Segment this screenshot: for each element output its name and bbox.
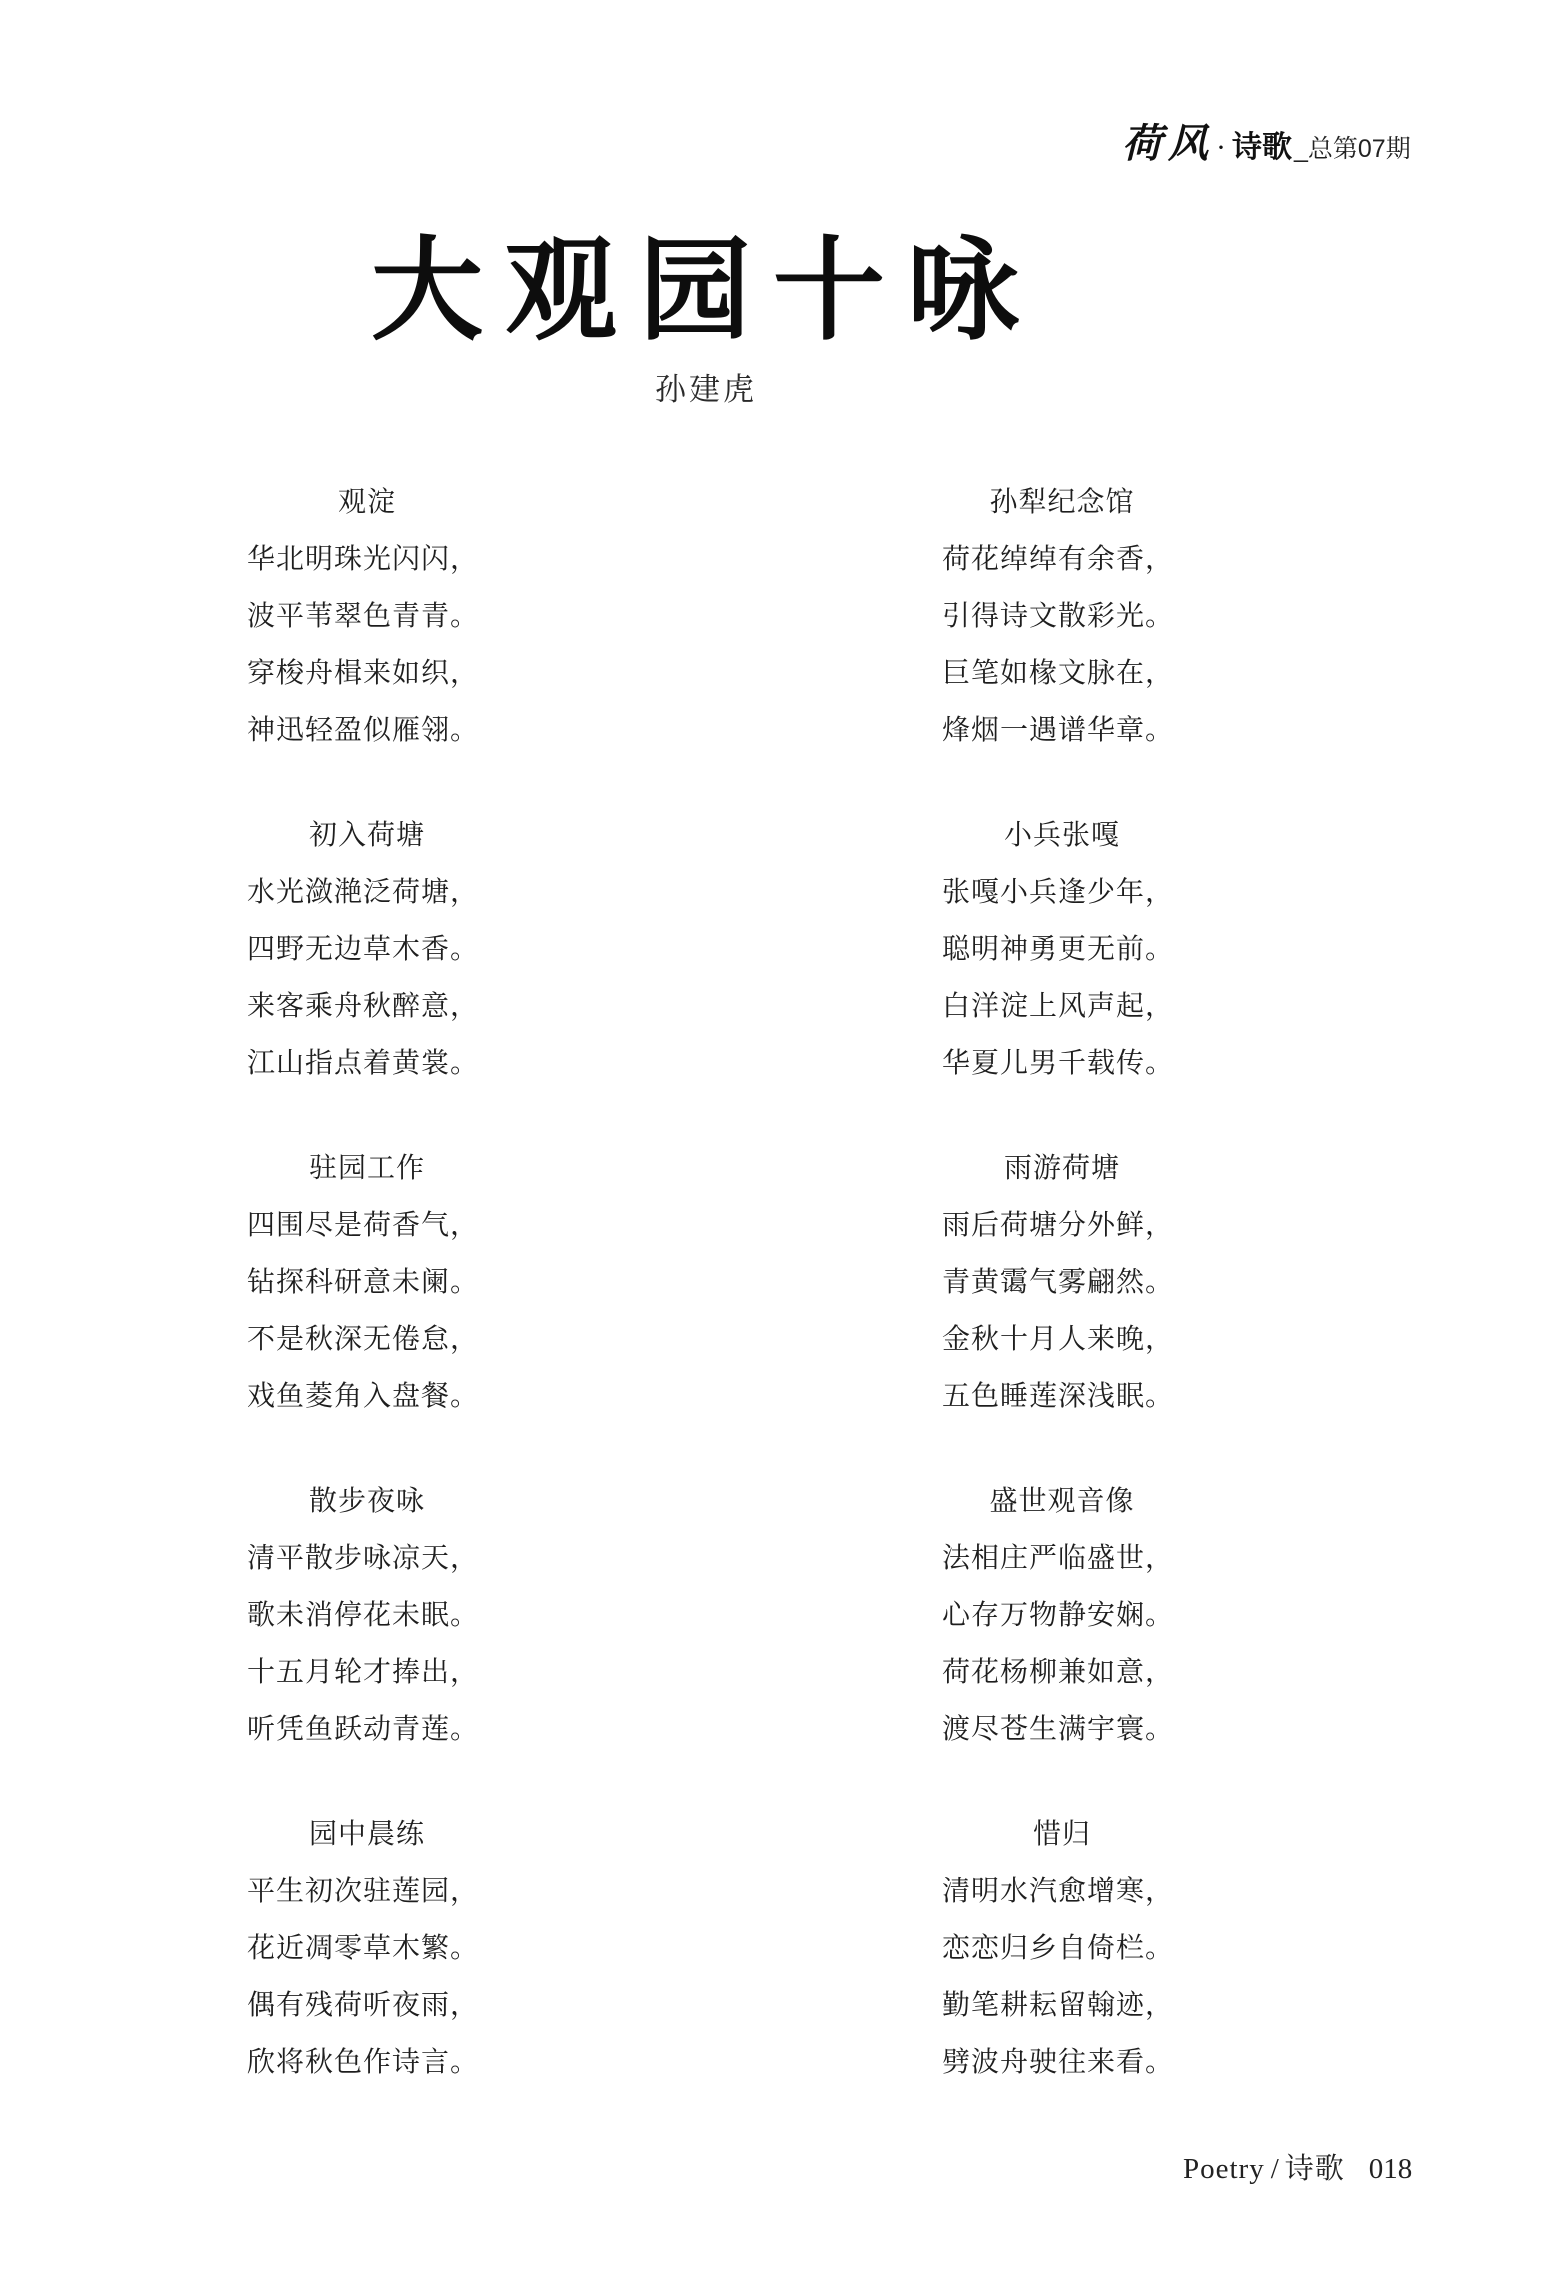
issue-number: _总第07期 — [1294, 135, 1411, 163]
poem-line: 清明水汽愈增寒， — [942, 1876, 1175, 1907]
poem-line: 张嘎小兵逢少年， — [942, 877, 1175, 908]
poem-line: 波平苇翠色青青。 — [247, 601, 480, 632]
poem-line: 水光潋滟泛荷塘， — [247, 877, 480, 908]
poem-line: 不是秋深无倦怠， — [247, 1324, 480, 1355]
poem-line: 青黄霭气雾翩然。 — [942, 1267, 1175, 1298]
poem-line: 恋恋归乡自倚栏。 — [942, 1933, 1175, 1964]
poem-title: 初入荷塘 — [308, 820, 425, 851]
poem-title: 小兵张嘎 — [1003, 820, 1120, 851]
poem — [247, 1473, 487, 1758]
poem-line: 荷花杨柳兼如意， — [942, 1657, 1175, 1688]
poem-title: 盛世观音像 — [989, 1486, 1135, 1517]
poem-line: 四围尽是荷香气， — [247, 1210, 480, 1241]
poem-line: 穿梭舟楫来如织， — [247, 658, 480, 689]
poem-line: 欣将秋色作诗言。 — [247, 2047, 480, 2078]
brand-logo-script: 荷风 — [1122, 120, 1214, 167]
poem-line: 荷花绰绰有余香， — [942, 544, 1175, 575]
poem-line: 四野无边草木香。 — [247, 934, 480, 965]
poem-title: 观淀 — [337, 487, 396, 518]
poem-line: 法相庄严临盛世， — [942, 1543, 1175, 1574]
poem — [247, 1140, 487, 1425]
poem — [247, 474, 487, 759]
poem-line: 来客乘舟秋醉意， — [247, 991, 480, 1022]
poem-column-left — [247, 474, 487, 2139]
poem-line: 巨笔如椽文脉在， — [942, 658, 1175, 689]
poem-line: 戏鱼菱角入盘餐。 — [247, 1381, 480, 1412]
poem-line: 白洋淀上风声起， — [942, 991, 1175, 1022]
poem-line: 十五月轮才捧出， — [247, 1657, 480, 1688]
poem-title: 驻园工作 — [308, 1153, 425, 1184]
poem — [942, 1473, 1182, 1758]
poem-line: 华北明珠光闪闪， — [247, 544, 480, 575]
footer-section-en: Poetry — [1183, 2153, 1265, 2185]
footer-section-zh: 诗歌 — [1284, 2153, 1345, 2185]
poem-line: 江山指点着黄裳。 — [247, 1048, 480, 1079]
brand-separator-dot: · — [1216, 131, 1226, 164]
poem-title: 孙犁纪念馆 — [989, 487, 1135, 518]
poem — [247, 807, 487, 1092]
poem-title: 散步夜咏 — [308, 1486, 425, 1517]
poem-line: 神迅轻盈似雁翎。 — [247, 715, 480, 746]
poem-line: 烽烟一遇谱华章。 — [942, 715, 1175, 746]
author-name: 孙建虎 — [655, 372, 757, 408]
poem-title: 惜归 — [1032, 1819, 1091, 1850]
poem — [942, 1806, 1182, 2091]
poem-line: 聪明神勇更无前。 — [942, 934, 1175, 965]
poem — [247, 1806, 487, 2091]
page-title: 大观园十咏 — [371, 225, 1041, 356]
poem-line: 花近凋零草木繁。 — [247, 1933, 480, 1964]
poem-line: 勤笔耕耘留翰迹， — [942, 1990, 1175, 2021]
poem-line: 渡尽苍生满宇寰。 — [942, 1714, 1175, 1745]
brand-section-label: 诗歌 — [1232, 131, 1292, 164]
poem-line: 华夏儿男千载传。 — [942, 1048, 1175, 1079]
poem-title: 雨游荷塘 — [1003, 1153, 1120, 1184]
footer-separator: / — [1270, 2153, 1279, 2185]
page-number: 018 — [1368, 2153, 1413, 2185]
poem-line: 听凭鱼跃动青莲。 — [247, 1714, 480, 1745]
poem-title: 园中晨练 — [308, 1819, 425, 1850]
poem-line: 金秋十月人来晚， — [942, 1324, 1175, 1355]
poem-line: 心存万物静安娴。 — [942, 1600, 1175, 1631]
poem-column-right — [942, 474, 1182, 2139]
poem-line: 雨后荷塘分外鲜， — [942, 1210, 1175, 1241]
poem-line: 清平散步咏凉天， — [247, 1543, 480, 1574]
poem-line: 歌未消停花未眠。 — [247, 1600, 480, 1631]
poem-line: 平生初次驻莲园， — [247, 1876, 480, 1907]
poem — [942, 1140, 1182, 1425]
poem-line: 五色睡莲深浅眠。 — [942, 1381, 1175, 1412]
poem-line: 劈波舟驶往来看。 — [942, 2047, 1175, 2078]
page-footer — [1183, 2146, 1412, 2187]
title-block — [56, 225, 1356, 409]
poem — [942, 807, 1182, 1092]
page-header — [1122, 112, 1411, 169]
poem-line: 钻探科研意未阑。 — [247, 1267, 480, 1298]
poem-line: 偶有残荷听夜雨， — [247, 1990, 480, 2021]
poem-line: 引得诗文散彩光。 — [942, 601, 1175, 632]
poem — [942, 474, 1182, 759]
